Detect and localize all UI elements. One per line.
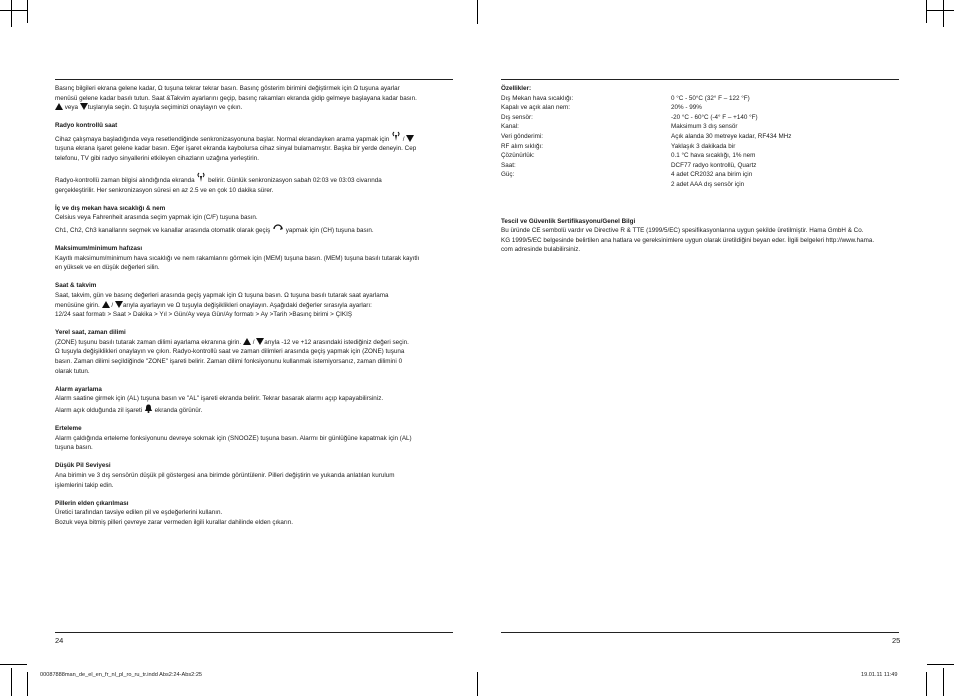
section-title-zone: Yerel saat, zaman dilimi <box>55 329 126 337</box>
section-title-snooze: Erteleme <box>55 425 82 433</box>
spec-row <box>501 161 901 171</box>
spec-row <box>501 122 901 132</box>
spec-label: Çözünürlük: <box>501 152 535 160</box>
clock-line: Saat, takvim, gün ve basınç değerleri arasında geçiş yapmak için Ω tuşuna basın. Ω tuşuna basılı tutarak saat ayarlama <box>55 292 389 299</box>
clock-line: 12/24 saat formatı > Saat > Dakika > Yıl > Gün/Ay veya Gün/Ay formatı > Ay >Tarih >Basınç birimi > ÇIKIŞ <box>55 311 353 319</box>
crop-mark <box>27 672 28 696</box>
footer-rule-right <box>501 632 899 633</box>
file-timestamp: 19.01.11 11:49 <box>861 672 898 678</box>
specs-title: Özellikler: <box>501 85 532 92</box>
crop-mark <box>943 0 944 27</box>
radio-tower-icon <box>196 172 206 183</box>
intro-line: menüsü gelene kadar basılı tutun. Saat &Takvim ayarlarını geçip, basınç rakamları ekranda gidip gelmeye başlayana kadar basın. <box>55 94 417 102</box>
spec-row <box>501 151 901 161</box>
page-number-left: 24 <box>55 636 64 645</box>
minmax-line: Kayıtlı maksimum/minimum hava sıcaklığı ve nem rakamlarını görmek için (MEM) tuşuna basın. (MEM) tuşuna basılı tutarak kayıtlı <box>55 254 420 262</box>
spec-value: 20% - 99% <box>671 104 702 112</box>
spec-row <box>501 142 901 152</box>
zone-line: (ZONE) tuşunu basılı tutarak zaman dilimi ayarlama ekranına girin. / arıyla -12 ve +12 arasındaki istediğiniz değeri seçin. <box>55 338 409 346</box>
spec-value: DCF77 radyo kontrollü, Quartz <box>671 161 757 169</box>
spec-row <box>501 103 901 113</box>
crop-mark <box>927 10 954 11</box>
snooze-line: Alarm çaldığında erteleme fonksiyonunu devreye sokmak için (SNOOZE) tuşuna basın. Alarmı bir günlüğüne kapatmak için (AL) <box>55 434 412 442</box>
spec-label: RF alım sıklığı: <box>501 142 543 150</box>
zone-line: olarak tutun. <box>55 367 90 375</box>
spec-value: Yaklaşık 3 dakikada bir <box>671 142 736 150</box>
footer-rule-left <box>55 632 453 633</box>
minmax-line: en yüksek ve en düşük değerleri silin. <box>55 264 160 272</box>
spec-row <box>501 170 901 189</box>
crop-mark <box>11 668 12 696</box>
left-page-content <box>55 84 455 527</box>
spec-value: 0 °C - 50°C (32° F – 122 °F) <box>671 94 750 102</box>
spec-label: Dış Mekan hava sıcaklığı: <box>501 94 574 102</box>
section-title-disposal: Pillerin elden çıkarılması <box>55 499 129 507</box>
radio-line: gerçekleştirilir. Her senkronizasyon süresi en az 2.5 ve en çok 10 dakika sürer. <box>55 186 274 194</box>
radio-tower-icon <box>391 131 401 142</box>
temp-line: Celsius veya Fahrenheit arasında seçim yapmak için (C/F) tuşuna basın. <box>55 214 258 222</box>
temp-line: Ch1, Ch2, Ch3 kanallarını seçmek ve kanallar arasında otomatik olarak geçiş yapmak için (CH) tuşuna basın. <box>55 223 455 236</box>
battery-line: Ana birimin ve 3 dış sensörün düşük pil göstergesi ana birimde görüntülenir. Pilleri değiştirin ve yukarıda anlatılan kurulum <box>55 471 395 479</box>
snooze-line: tuşuna basın. <box>55 444 93 452</box>
page-number-right: 25 <box>892 636 901 645</box>
radio-line: Radyo-kontrollü zaman bilgisi alındığında ekranda belirir. Günlük senkronizasyon sabah 02:03 ve 03:03 civarında <box>55 172 455 186</box>
disposal-line: Üretici tarafından tavsiye edilen pil ve eşdeğerlerini kullanın. <box>55 509 223 517</box>
intro-line: Basınç bilgileri ekrana gelene kadar, Ω tuşuna tekrar tekrar basın. Basınç gösterim birimini değiştirmek için Ω tuşuna ayarlar <box>55 85 400 92</box>
crop-mark <box>927 664 954 665</box>
file-slug: 00087888man_de_el_en_fr_nl_pl_ro_ru_tr.indd Abs2:24-Abs2:25 <box>40 672 203 678</box>
crop-mark <box>27 0 28 23</box>
cycle-icon <box>272 223 284 233</box>
specs-table <box>501 94 901 190</box>
crop-mark <box>926 672 927 696</box>
spec-label: Saat: <box>501 161 516 169</box>
spec-row <box>501 113 901 123</box>
crop-mark <box>0 10 27 11</box>
up-arrow-icon <box>55 103 63 110</box>
header-rule-left <box>55 79 453 80</box>
spec-label: Güç: <box>501 171 515 179</box>
section-title-temperature: İç ve dış mekan hava sıcaklığı & nem <box>55 204 166 212</box>
alarm-line: Alarm saatine girmek için (AL) tuşuna basın ve "AL" işareti ekranda belirir. Tekrar basarak alarmı açıp kapayabilirsiniz. <box>55 395 384 403</box>
spec-label: Kapalı ve açık alan nem: <box>501 104 570 112</box>
clock-line: menüsüne girin. / arıyla ayarlayın ve Ω tuşuyla değişiklikleri onaylayın. Aşağıdaki değerler sırasıyla ayarları: <box>55 301 372 309</box>
cert-title: Tescil ve Güvenlik Sertifikasyonu/Genel Bilgi <box>501 217 636 225</box>
down-arrow-icon <box>115 301 123 308</box>
cert-line: com adresinde bulabilirsiniz. <box>501 246 581 254</box>
radio-line: Cihaz çalışmaya başladığında veya resetlendiğinde senkronizasyonuna başlar. Normal ekrandayken arama yapmak için / <box>55 131 455 145</box>
spec-row <box>501 132 901 142</box>
spec-row <box>501 94 901 104</box>
section-title-battery: Düşük Pil Seviyesi <box>55 462 111 470</box>
crop-mark <box>943 668 944 696</box>
down-arrow-icon <box>80 103 88 110</box>
section-title-minmax: Maksimum/minimum hafızası <box>55 245 143 253</box>
radio-line: tuşuna ekrana işaret gelene kadar basın. Eğer işaret ekranda kaybolursa cihaz sinyal bulamamıştır. Başka bir yerde deneyin. Cep <box>55 145 417 153</box>
spec-value: 4 adet CR2032 ana birim için 2 adet AAA dış sensör için <box>671 171 753 188</box>
section-title-clock: Saat & takvim <box>55 282 97 290</box>
spec-value: Açık alanda 30 metreye kadar, RF434 MHz <box>671 132 792 140</box>
intro-line: veya tuşlarıyla seçin. Ω tuşuyla seçiminizi onaylayın ve çıkın. <box>55 103 455 113</box>
spec-value: Maksimum 3 dış sensör <box>671 123 738 131</box>
spec-label: Dış sensör: <box>501 113 533 121</box>
battery-line: işlemlerini takip edin. <box>55 481 114 489</box>
down-arrow-icon <box>406 135 414 142</box>
up-arrow-icon <box>243 338 251 345</box>
disposal-line: Bozuk veya bitmiş pilleri çevreye zarar vermeden ilgili kurallar dahilinde elden çıkarın. <box>55 518 293 526</box>
spec-label: Kanal: <box>501 123 519 131</box>
zone-line: Ω tuşuyla değişiklikleri onaylayın ve çıkın. Radyo-kontrollü saat ve zaman dilimleri arasında geçiş yapmak için (ZONE) tuşuna <box>55 348 405 356</box>
alarm-line: Alarm açık olduğunda zil işareti ekranda görünür. <box>55 404 455 416</box>
cert-line: KG 1999/5/EC belgesinde belirtilen ana hatlara ve gereksinimlere uygun olarak üretildiğini beyan eder. İlgili belgeleri http://www.hama. <box>501 236 875 244</box>
crop-mark <box>477 0 478 24</box>
section-title-radio: Radyo kontrollü saat <box>55 122 118 130</box>
spec-value: -20 °C - 60°C (-4° F – +140 °F) <box>671 113 758 121</box>
down-arrow-icon <box>256 338 264 345</box>
section-title-alarm: Alarm ayarlama <box>55 385 102 393</box>
zone-line: basın. Zaman dilimi seçildiğinde "ZONE" işareti belirir. Zaman dilimi fonksiyonunu kullanmak istemiyorsanız, zaman dilimini 0 <box>55 358 403 366</box>
cert-line: Bu üründe CE sembolü vardır ve Directive R & TTE (1999/5/EC) spesifikasyonlarına uygun şekilde üretilmiştir. Hama GmbH & Co. <box>501 227 864 235</box>
crop-mark <box>926 0 927 23</box>
crop-mark <box>11 0 12 27</box>
radio-line: telefonu, TV gibi radyo sinyallerini etkileyen cihazların uzağına yerleştirin. <box>55 155 259 163</box>
bell-icon <box>144 404 153 413</box>
spec-label: Veri gönderimi: <box>501 132 543 140</box>
right-page-content <box>501 84 901 255</box>
header-rule-right <box>501 79 899 80</box>
up-arrow-icon <box>102 301 110 308</box>
spec-value: 0.1 °C hava sıcaklığı, 1% nem <box>671 152 756 160</box>
crop-mark <box>477 672 478 696</box>
crop-mark <box>0 664 27 665</box>
